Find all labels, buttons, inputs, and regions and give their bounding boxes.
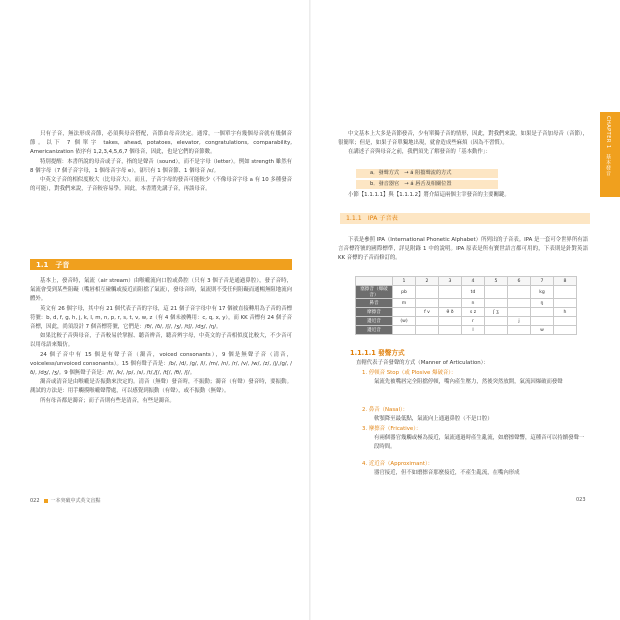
basic-action-a: a．發聲方式 → á 阻擋聲流的方式 — [356, 169, 498, 178]
table-cell: (w) — [393, 317, 416, 326]
manner-desc: 軟顎降至最低點，氣流向上通過鼻腔（不是口腔） — [374, 416, 493, 423]
paragraph: 基本上，發音時，氣流（air stream）由喉嚨流向口腔或鼻腔（只有 3 個子音是通過鼻腔），發子音時，氣流會受到某些阻礙（嘴唇相互碰觸或接近而阻擋了氣流），發母音時，氣流則不受任何阻礙而通暢無阻地流向體外。 — [30, 278, 292, 303]
table-header-cell — [356, 277, 393, 286]
paragraph: 小節【1.1.1.1】與【1.1.1.2】將介紹這兩個主宰發音的主要關鍵。 — [348, 192, 510, 198]
table-row — [356, 326, 577, 335]
manner-title: 2. 鼻音（Nasal）： — [362, 407, 409, 413]
table-cell — [485, 299, 508, 308]
row-header: 鼻音 — [356, 299, 393, 308]
paragraph: 所有母音都是濁音；而子音則有些是清音，有些是濁音。 — [40, 397, 175, 404]
table-cell: pb — [393, 286, 416, 299]
table-cell: f v — [416, 308, 439, 317]
table-header-cell: 1 — [393, 277, 416, 286]
manner-desc: 有兩個器官幾觸或極為接近，氣流通過時產生亂流，如磨擦聲響，這種音可以持續發聲一段時間。 — [374, 435, 585, 451]
table-cell: n — [462, 299, 485, 308]
table-cell — [554, 286, 577, 299]
table-cell: h — [554, 308, 577, 317]
paragraph: 中文基本上大多是音節發音，少有單獨子音的情形，因此，對我們來說，如果是子音加母音（音節），很簡單；但是，如果子音單獨地出現，就會造成些麻煩（因為不習慣）。 — [338, 131, 588, 147]
manner-item — [362, 406, 586, 424]
left-footer — [30, 497, 101, 504]
manner-item — [362, 369, 586, 387]
table-cell: td — [462, 286, 485, 299]
table-header-cell: 6 — [508, 277, 531, 286]
page-number: 022 — [30, 498, 40, 504]
section-title: 1.1 子音 — [36, 261, 70, 269]
paragraph: 下表是參照 IPA（International Phonetic Alphabet）所列出的子音表。IPA 是一套可令世界所有語言音標符號的國際標準，詳見附錄 1 中的說明。IPA 原表是所有寶世語言都可用的，下表則是針對英語 KK 音標的子音而修訂的。 — [338, 237, 588, 262]
table-cell: ŋ — [531, 299, 554, 308]
table-cell: l — [462, 326, 485, 335]
paragraph: 中英文子音的相似度較大（比母音大）。而且，子音字母的發音可能較少（不像母音字母 a 有 10 多種發音的可能），對我們來說，子音較容易學。因此，本書將先講子音，再談母音。 — [30, 177, 292, 193]
table-header-cell: 8 — [554, 277, 577, 286]
paragraph: 如果比較子音與母音，子音較易於掌握、聽音辨音，聽音辨字母，中英文的子音相似度比較大，不少音可以用母語來類仿。 — [30, 333, 292, 349]
manner-desc: 氣流先被嘴唇完全阻擋停頓，嘴內產生壓力，然後突然放開，氣流因爆破而發聲 — [374, 379, 563, 386]
page-number: 023 — [576, 497, 586, 503]
manner-title: 4. 近近音（Approximant）： — [362, 461, 434, 467]
paragraph: 濁音或清音是由喉嚨是否振動來決定的。清音（無聲）發音時，不振動；濁音（有聲）發音時，要振動。測試的方法是：用手觸摸喉嚨聲帶處，可以感覺到振動（有聲），或不振動（無聲）。 — [30, 379, 292, 395]
table-cell: ʃ ʒ — [485, 308, 508, 317]
table-cell — [485, 326, 508, 335]
right-after-actions — [348, 191, 588, 200]
paragraph: 24 個子音中有 15 個是有聲子音（濁音，voiced consonants），9 個是無聲子音（清音，voiceless/unvoiced consonants）。15 個有聲子音是：/b/, /d/, /g/, /l/, /m/, /n/, /r/, /v/, /w/, /z/, /j/,/g/, /ð/, /dʒ/, /ʒ/。9 個無聲子音是：/f/, /k/, /p/, /s/, /t/,/ʃ/, /tʃ/, /θ/, /ʃ/。 — [30, 351, 292, 377]
paragraph: 在講述子音與母音之前，我們須先了解發音的「基本動作」： — [348, 149, 491, 156]
paragraph: 特別提醒：本書所說的母音或子音，指的是聲音（sound），而不是字母（letter）。例如 strength 雖然有 8 個字母（7 個子音字母，1 個母音字母 e），卻只有 1 個音節、1 個母音 /ɛ/。 — [30, 158, 292, 174]
table-header-cell: 3 — [439, 277, 462, 286]
manner-title: 1. 停頓音 Stop（或 Plosive 爆破音）： — [362, 370, 457, 376]
table-cell — [554, 326, 577, 335]
manner-desc: 器官接近，但不如磨擦音那麼接近，不產生亂流，在嘴內形成 — [374, 470, 520, 477]
table-cell — [554, 317, 577, 326]
table-cell — [393, 308, 416, 317]
table-header-cell: 7 — [531, 277, 554, 286]
table-cell: w — [531, 326, 554, 335]
basic-action-b: b．發音器官 → á 唇舌及相關位置 — [356, 180, 498, 189]
manner-title: 3. 摩擦音（Fricative）： — [362, 426, 422, 432]
subsub-intro — [356, 359, 588, 368]
table-cell — [508, 299, 531, 308]
table-cell — [554, 299, 577, 308]
row-header: 邊近音 — [356, 317, 393, 326]
square-icon — [44, 499, 48, 503]
left-intro-text — [30, 130, 292, 194]
row-header: 塞擦音（爆破音） — [356, 286, 393, 299]
table-cell — [416, 299, 439, 308]
table-cell — [508, 326, 531, 335]
table-cell — [485, 317, 508, 326]
row-header: 摩擦音 — [356, 308, 393, 317]
table-row — [356, 299, 577, 308]
right-footer — [576, 497, 586, 503]
left-body-text — [30, 277, 292, 406]
table-row — [356, 317, 577, 326]
table-cell: θ ð — [439, 308, 462, 317]
manner-item — [362, 425, 586, 453]
table-cell: j — [508, 317, 531, 326]
table-cell — [439, 286, 462, 299]
table-cell — [439, 326, 462, 335]
table-cell — [393, 326, 416, 335]
paragraph: 只有子音，無法形成音節，必須與母音搭配，音節由母音決定。通常，一個單字有幾個母音就有幾個音節。以下 7 個單字 takes, ahead, potatoes, elevator, congratulations, comparability, Americanization 依序有 1,2,3,4,5,6,7 個母音，因此，也是它們的音節數。 — [30, 131, 292, 156]
table-row — [356, 286, 577, 299]
table-header-row — [356, 277, 577, 286]
table-cell — [416, 286, 439, 299]
table-cell — [508, 308, 531, 317]
table-row — [356, 308, 577, 317]
table-cell — [485, 286, 508, 299]
row-header: 邊近音 — [356, 326, 393, 335]
table-header-cell: 5 — [485, 277, 508, 286]
book-title: 一本突破中式英文盲點 — [50, 498, 101, 504]
subsub-heading: 1.1.1.1 發聲方式 — [350, 349, 405, 357]
table-cell — [416, 317, 439, 326]
table-cell — [416, 326, 439, 335]
chapter-tab — [600, 112, 620, 197]
table-cell — [508, 286, 531, 299]
table-header-cell: 4 — [462, 277, 485, 286]
table-header-cell: 2 — [416, 277, 439, 286]
paragraph: 英文有 26 個字母，其中有 21 個代表子音的字母，這 21 個子音字母中有 17 個被直接轉用為子音的音標符號：b, d, f, g, h, j, k, l, m, n, p, r, s, t, v, w, z（有 4 個未被轉用：c, q, x, y），而 KK 音標有 24 個子音音標，因此，尚須設計 7 個音標符號，它們是：/θ/, /ð/, /ʃ/, /ʒ/, /tʃ/, /dʒ/, /ŋ/。 — [30, 305, 292, 331]
table-cell — [439, 299, 462, 308]
manner-item — [362, 460, 586, 478]
section-heading — [30, 259, 292, 270]
table-cell: r — [462, 317, 485, 326]
table-cell — [531, 308, 554, 317]
table-cell: kg — [531, 286, 554, 299]
right-intro-text — [338, 130, 588, 158]
chapter-label: CHAPTER 1 基本發音 — [605, 116, 611, 177]
table-cell: s z — [462, 308, 485, 317]
table-cell — [439, 317, 462, 326]
ipa-consonant-table — [355, 276, 577, 335]
table-intro-text — [338, 236, 588, 264]
table-cell — [531, 317, 554, 326]
table-cell: m — [393, 299, 416, 308]
subsection-heading: 1.1.1 IPA 子音表 — [340, 213, 590, 224]
paragraph: 直轄代表子音發聲的方式（Manner of Articulation）： — [356, 360, 489, 366]
